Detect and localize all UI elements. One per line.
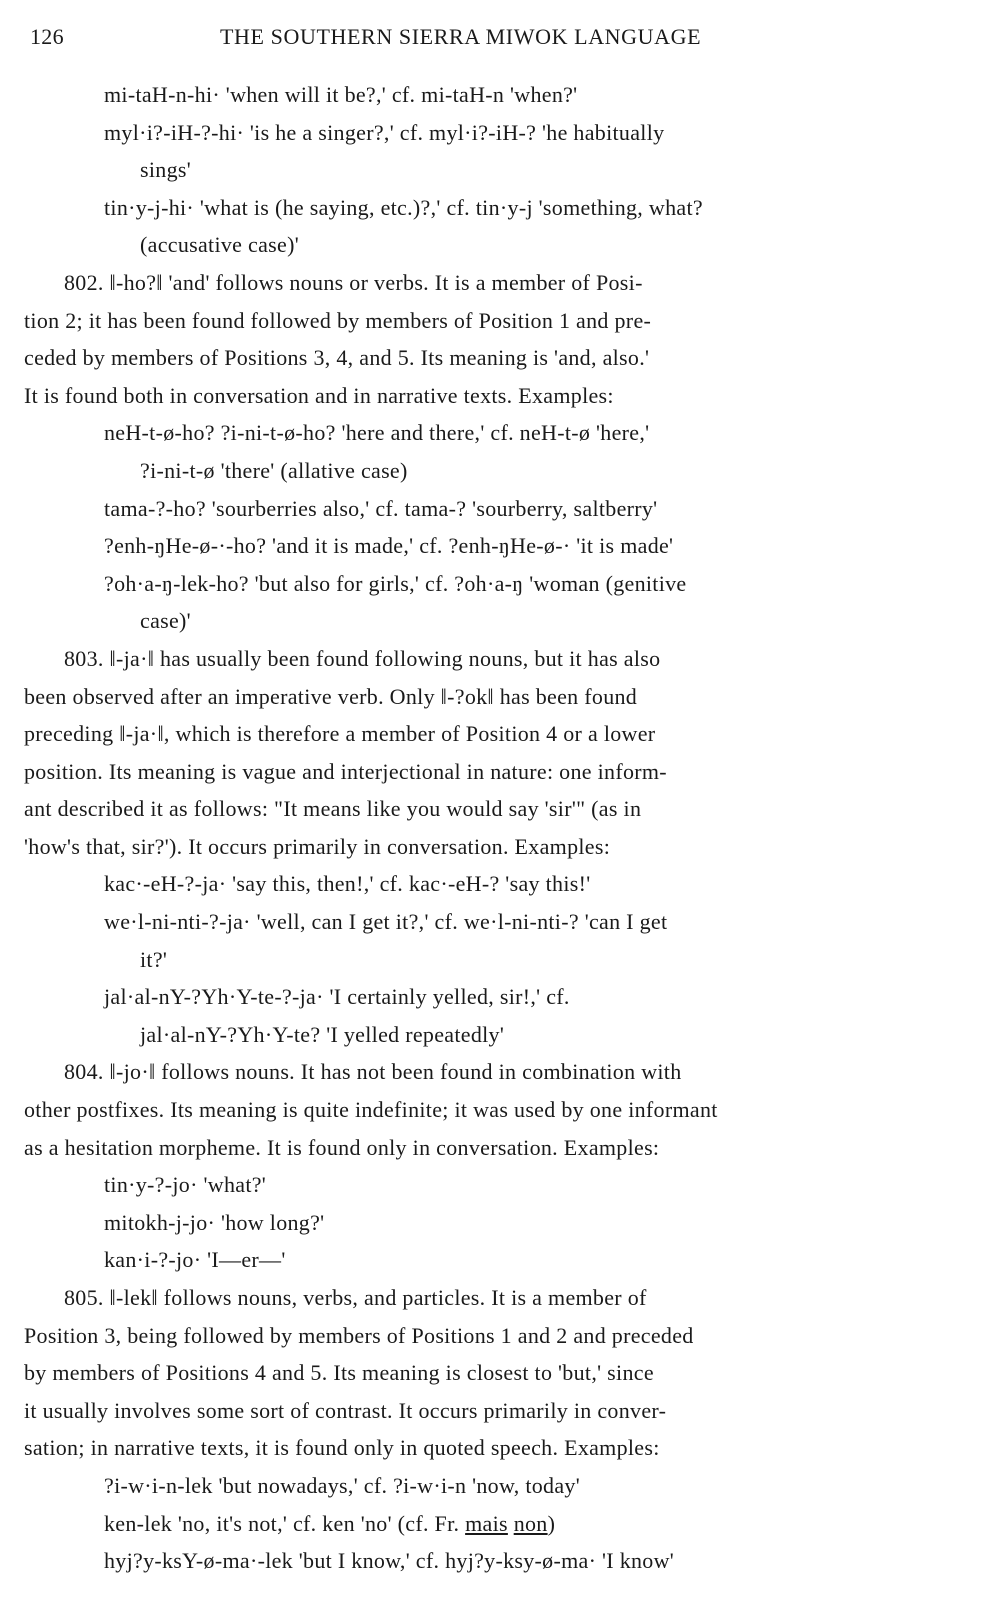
underlined-phrase: non xyxy=(513,1510,548,1536)
paragraph-line: other postfixes. Its meaning is quite indefinite; it was used by one informant xyxy=(24,1097,718,1123)
example-continuation-line: (accusative case)' xyxy=(140,232,299,258)
example-line: tin·y-j-hi· 'what is (he saying, etc.)?,' cf. tin·y-j 'something, what? xyxy=(104,194,703,220)
example-line: ken-lek 'no, it's not,' cf. ken 'no' (cf. Fr. mais non) xyxy=(104,1510,556,1536)
example-continuation-line: it?' xyxy=(140,946,168,972)
example-line: myl·i?-iH-?-hi· 'is he a singer?,' cf. myl·i?-iH-? 'he habitually xyxy=(104,119,665,145)
paragraph-start-line: 804. ‖-jo·‖ follows nouns. It has not been found in combination with xyxy=(64,1059,682,1085)
paragraph-start-line: 805. ‖-lek‖ follows nouns, verbs, and particles. It is a member of xyxy=(64,1285,647,1310)
paragraph-line: It is found both in conversation and in narrative texts. Examples: xyxy=(24,382,614,408)
example-line: we·l-ni-nti-?-ja· 'well, can I get it?,' cf. we·l-ni-nti-? 'can I get xyxy=(104,909,668,935)
example-line: tin·y-?-jo· 'what?' xyxy=(104,1172,267,1198)
paragraph-line: 'how's that, sir?'). It occurs primarily in conversation. Examples: xyxy=(24,833,611,859)
paragraph-line: tion 2; it has been found followed by members of Position 1 and pre- xyxy=(24,307,652,333)
paragraph-start-line: 803. ‖-ja·‖ has usually been found following nouns, but it has also xyxy=(64,645,661,671)
example-line: ?oh·a-ŋ-lek-ho? 'but also for girls,' cf. ?oh·a-ŋ 'woman (genitive xyxy=(104,570,687,596)
example-line: ?i-w·i-n-lek 'but nowadays,' cf. ?i-w·i-n 'now, today' xyxy=(104,1472,580,1498)
example-line: jal·al-nY-?Yh·Y-te-?-ja· 'I certainly yelled, sir!,' cf. xyxy=(104,984,570,1010)
example-continuation-line: ?i-ni-t-ø 'there' (allative case) xyxy=(140,457,408,483)
page-number: 126 xyxy=(30,24,64,49)
paragraph-line: Position 3, being followed by members of Positions 1 and 2 and preceded xyxy=(24,1322,694,1348)
paragraph-line: been observed after an imperative verb. Only ‖-?ok‖ has been found xyxy=(24,683,638,709)
page-header xyxy=(30,24,980,56)
example-line: tama-?-ho? 'sourberries also,' cf. tama-? 'sourberry, saltberry' xyxy=(104,495,658,521)
page-body xyxy=(24,76,984,1580)
example-line: kan·i-?-jo· 'I—er—' xyxy=(104,1247,286,1273)
paragraph-line: position. Its meaning is vague and interjectional in nature: one inform- xyxy=(24,758,667,784)
example-continuation-line: jal·al-nY-?Yh·Y-te? 'I yelled repeatedly' xyxy=(140,1021,505,1047)
paragraph-line: as a hesitation morpheme. It is found only in conversation. Examples: xyxy=(24,1134,660,1160)
example-continuation-line: sings' xyxy=(140,157,191,183)
example-line: neH-t-ø-ho? ?i-ni-t-ø-ho? 'here and there,' cf. neH-t-ø 'here,' xyxy=(104,420,650,446)
paragraph-line: it usually involves some sort of contrast. It occurs primarily in conver- xyxy=(24,1397,667,1423)
paragraph-line: ceded by members of Positions 3, 4, and 5. Its meaning is 'and, also.' xyxy=(24,345,650,371)
example-line: mitokh-j-jo· 'how long?' xyxy=(104,1209,325,1235)
example-line: hyj?y-ksY-ø-ma·-lek 'but I know,' cf. hyj?y-ksy-ø-ma· 'I know' xyxy=(104,1548,675,1574)
example-line: mi-taH-n-hi· 'when will it be?,' cf. mi-taH-n 'when?' xyxy=(104,82,578,107)
example-continuation-line: case)' xyxy=(140,608,191,634)
paragraph-line: ant described it as follows: "It means like you would say 'sir'" (as in xyxy=(24,796,642,822)
paragraph-line: preceding ‖-ja·‖, which is therefore a member of Position 4 or a lower xyxy=(24,721,656,747)
running-title: THE SOUTHERN SIERRA MIWOK LANGUAGE xyxy=(220,24,702,49)
example-line: kac·-eH-?-ja· 'say this, then!,' cf. kac·-eH-? 'say this!' xyxy=(104,871,591,897)
paragraph-line: by members of Positions 4 and 5. Its meaning is closest to 'but,' since xyxy=(24,1360,654,1386)
paragraph-start-line: 802. ‖-ho?‖ 'and' follows nouns or verbs. It is a member of Posi- xyxy=(64,269,643,295)
underlined-phrase: mais xyxy=(465,1510,508,1536)
paragraph-line: sation; in narrative texts, it is found only in quoted speech. Examples: xyxy=(24,1435,660,1461)
example-line: ?enh-ŋHe-ø-·-ho? 'and it is made,' cf. ?enh-ŋHe-ø-· 'it is made' xyxy=(104,533,674,559)
